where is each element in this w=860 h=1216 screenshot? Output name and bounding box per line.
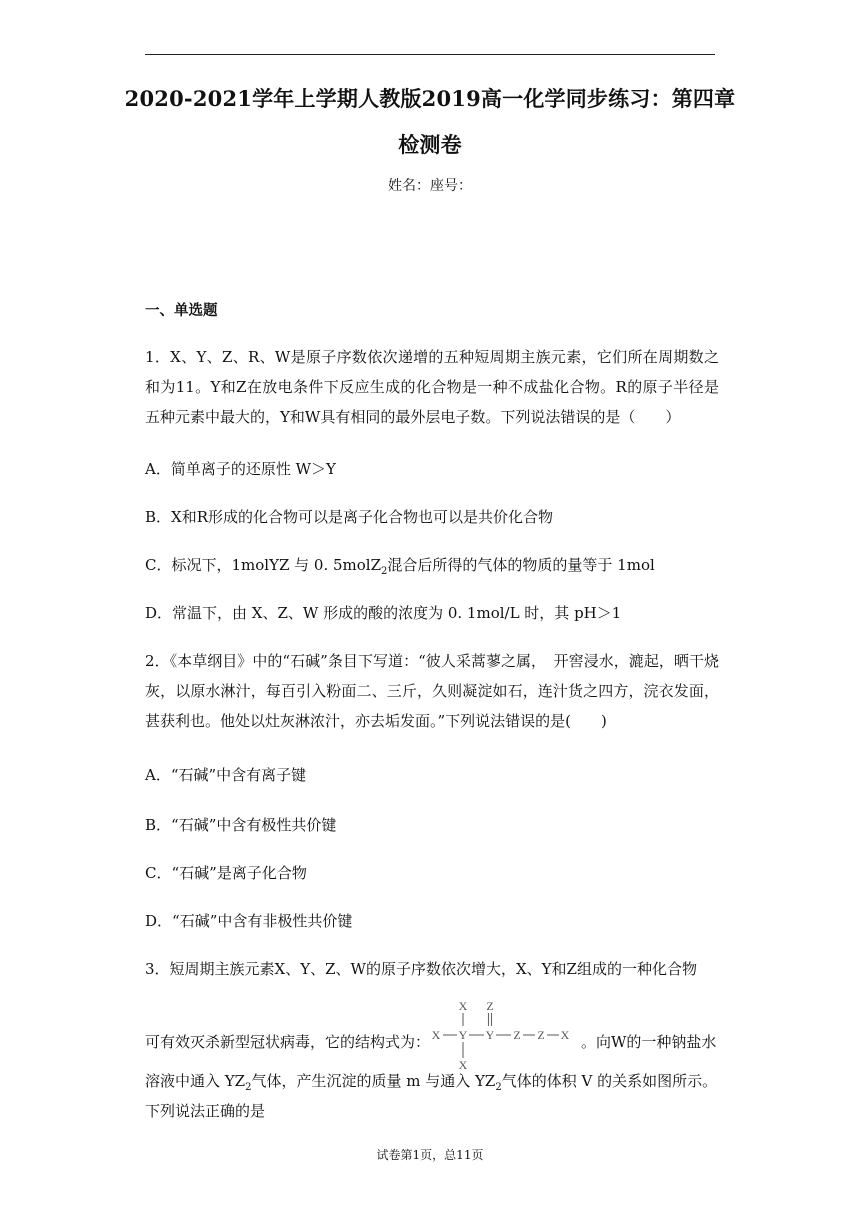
option-c-suffix: 混合后所得的气体的物质的量等于 1mol (387, 556, 655, 574)
question-1-stem: 1．X、Y、Z、R、W是原子序数依次递增的五种短周期主族元素，它们所在周期数之和为11。Y和Z在放电条件下反应生成的化合物是一种不成盐化合物。R的原子半径是五种元素中最大的，Y和W具有相同的最外层电子数。下列说法错误的是（ ） (145, 348, 719, 426)
line3-suffix: 气体的体积 V 的关系如图所示。 (501, 1072, 718, 1090)
section-heading: 一、单选题 (145, 302, 218, 319)
question-3-stem-line1: 3．短周期主族元素X、Y、Z、W的原子序数依次增大，X、Y和Z组成的一种化合物 (145, 960, 697, 978)
atom-y-2: Y (485, 1028, 495, 1042)
line3-prefix: 溶液中通入 YZ (145, 1072, 246, 1090)
structural-formula-diagram (427, 996, 577, 1076)
option-c-subscript: 2 (381, 566, 388, 577)
atom-x-left: X (431, 1028, 441, 1042)
question-2-option-a: A．“石碱”中含有离子键 (145, 766, 307, 784)
atom-y-1: Y (458, 1028, 468, 1042)
name-seat-line: 姓名：座号： (388, 178, 472, 194)
atom-z-2: Z (537, 1028, 545, 1042)
atom-x-top: X (458, 999, 468, 1013)
atom-x-right: X (560, 1028, 570, 1042)
question-1-option-b: B．X和R形成的化合物可以是离子化合物也可以是共价化合物 (145, 508, 553, 526)
question-3-line2-suffix: 。向W的一种钠盐水 (581, 1033, 717, 1051)
question-1-option-d: D．常温下，由 X、Z、W 形成的酸的浓度为 0. 1mol/L 时，其 pH＞1 (145, 604, 622, 622)
line3-sub1: 2 (245, 1082, 252, 1093)
question-2-option-b: B．“石碱”中含有极性共价键 (145, 816, 337, 834)
line3-mid: 气体，产生沉淀的质量 m 与通入 YZ (251, 1072, 496, 1090)
line3-sub2: 2 (495, 1082, 502, 1093)
question-1-option-a: A．简单离子的还原性 W＞Y (145, 460, 336, 478)
question-3-line2-prefix: 可有效灭杀新型冠状病毒，它的结构式为： (145, 1033, 431, 1051)
question-1-option-c (145, 550, 719, 587)
page-footer: 试卷第1页，总11页 (376, 1148, 484, 1162)
question-3-stem-line4: 下列说法正确的是 (145, 1102, 266, 1120)
header-rule (145, 54, 715, 55)
atom-z-top: Z (486, 999, 494, 1013)
question-2-option-c: C．“石碱”是离子化合物 (145, 864, 307, 882)
atom-x-bottom: X (458, 1058, 468, 1072)
question-2-stem: 2．《本草纲目》中的“石碱”条目下写道：“彼人采蒿蓼之属， 开窖浸水，漉起，晒干烧灰，以原水淋汁，每百引入粉面二、三斤，久则凝淀如石，连汁货之四方，浣衣发面，甚获利也。他处以灶灰淋浓汁，亦去垢发面。”下列说法错误的是( ) (145, 652, 719, 730)
question-2-option-d: D．“石碱”中含有非极性共价键 (145, 912, 353, 930)
atom-z-1: Z (513, 1028, 521, 1042)
option-c-prefix: C．标况下，1molYZ 与 0. 5molZ (145, 556, 382, 574)
question-3-structure-line (145, 999, 719, 1072)
exam-title: 2020-2021学年上学期人教版2019高一化学同步练习：第四章检测卷 (124, 86, 736, 157)
